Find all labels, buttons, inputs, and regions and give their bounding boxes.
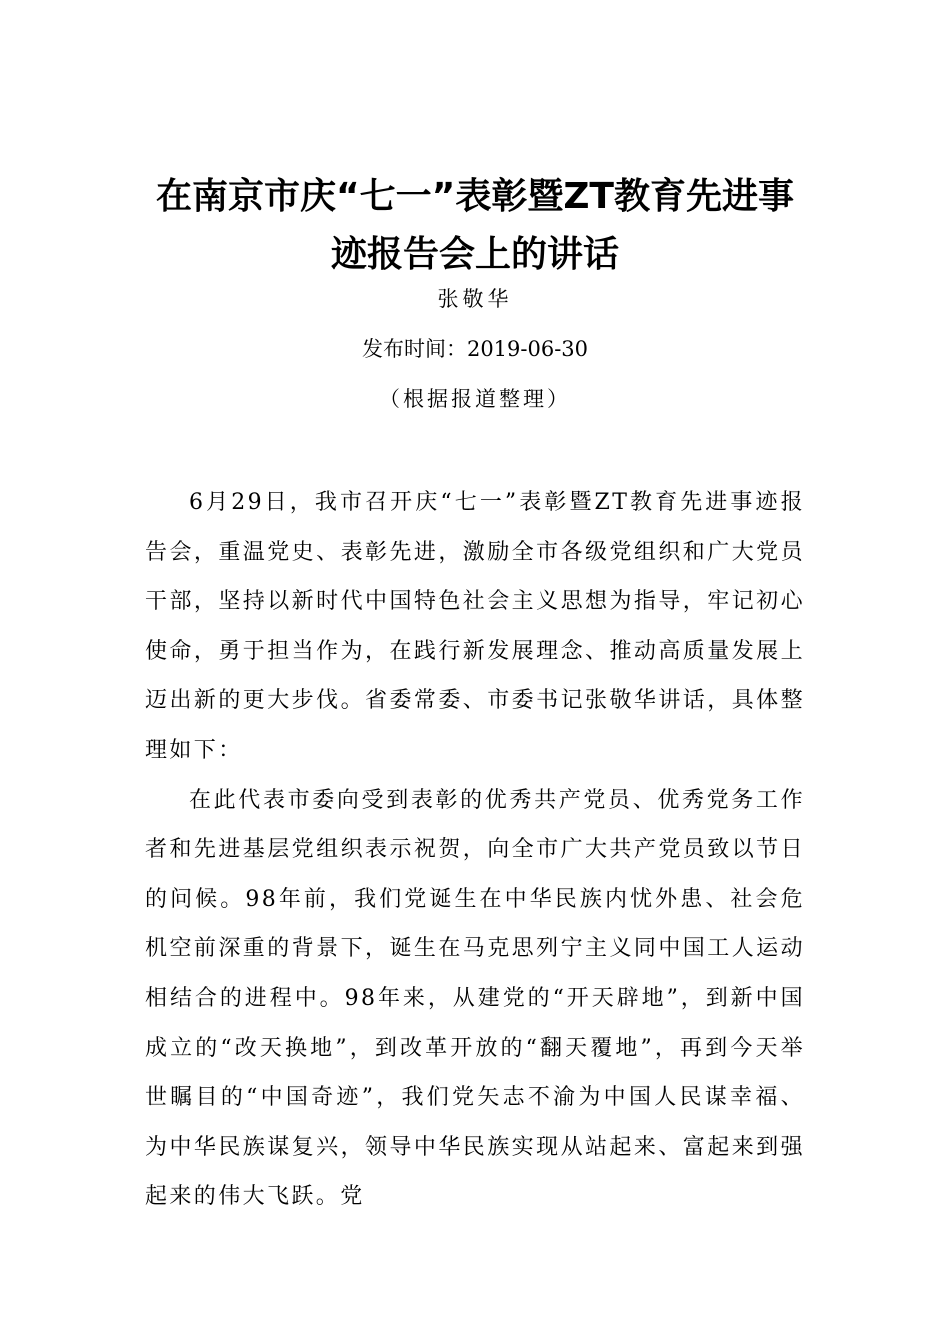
- body-paragraph: 在此代表市委向受到表彰的优秀共产党员、优秀党务工作者和先进基层党组织表示祝贺，向全市广大共产党员致以节日的问候。98年前，我们党诞生在中华民族内忧外患、社会危机空前深重的背景下，诞生在马克思列宁主义同中国工人运动相结合的进程中。98年来，从建党的“开天辟地”，到新中国成立的“改天换地”，到改革开放的“翻天覆地”，再到今天举世瞩目的“中国奇迹”，我们党矢志不渝为中国人民谋幸福、为中华民族谋复兴，领导中华民族实现从站起来、富起来到强起来的伟大飞跃。党: [145, 787, 805, 1210]
- publish-date: 发布时间：2019-06-30: [361, 337, 589, 361]
- author-name: 张敬华: [437, 287, 513, 311]
- document-body: [145, 478, 805, 1222]
- body-paragraph: 6月29日，我市召开庆“七一”表彰暨ZT教育先进事迹报告会，重温党史、表彰先进，激励全市各级党组织和广大党员干部，坚持以新时代中国特色社会主义思想为指导，牢记初心使命，勇于担当作为，在践行新发展理念、推动高质量发展上迈出新的更大步伐。省委常委、市委书记张敬华讲话，具体整理如下：: [145, 490, 805, 763]
- source-note: （根据报道整理）: [379, 387, 571, 411]
- document-title: 在南京市庆“七一”表彰暨ZT教育先进事迹报告会上的讲话: [156, 176, 794, 275]
